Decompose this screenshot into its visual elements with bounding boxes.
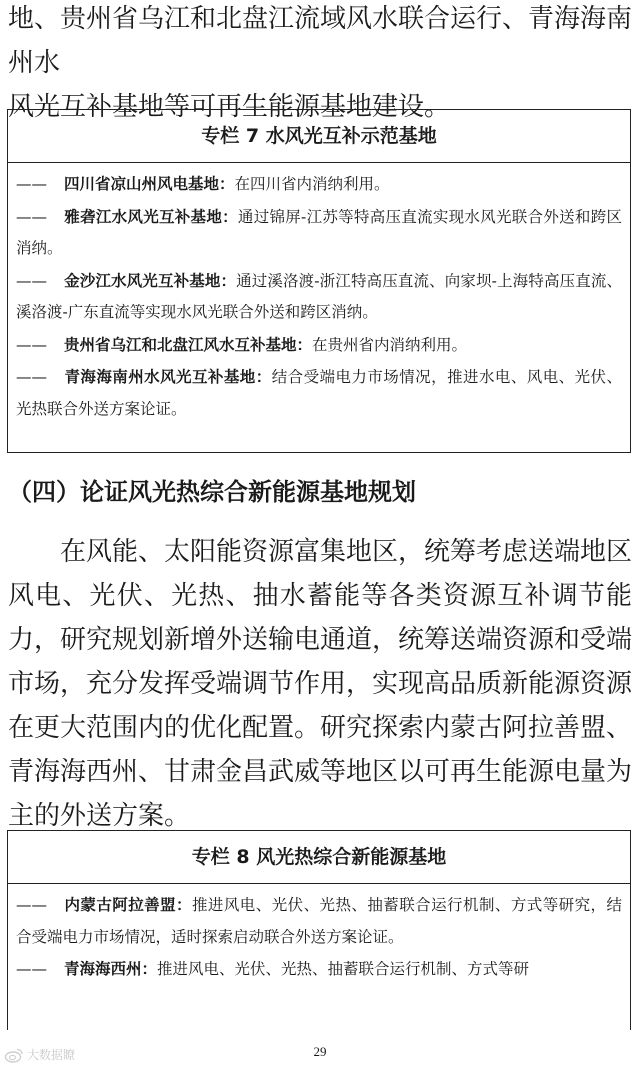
list-item [16,329,622,362]
box-7-title: 专栏 7 水风光互补示范基地 [8,110,630,163]
item-head: 青海海南州水风光互补基地： [64,367,272,386]
section-heading: （四）论证风光热综合新能源基地规划 [8,478,416,506]
list-item [16,361,622,425]
item-head: 雅砻江水风光互补基地： [64,206,238,226]
item-text: 推进风电、光伏、光热、抽蓄联合运行机制、方式等研究，结合受端电力市场情况，适时探索启动联合外送方案论证。 [16,896,622,946]
list-item [16,168,622,201]
dash-lead: —— [16,175,47,193]
dash-lead: —— [16,896,47,914]
item-text: 通过锦屏-江苏等特高压直流实现水风光联合外送和跨区消纳。 [16,207,622,257]
list-item [16,889,622,953]
dash-lead: —— [16,368,47,386]
body-paragraph-text: 在风能、太阳能资源富集地区，统筹考虑送端地区风电、光伏、光热、抽水蓄能等各类资源互补调节能力，研究规划新增外送输电通道，统筹送端资源和受端市场，充分发挥受端调节作用，实现高品质新能源资源在更大范围内的优化配置。研究探索内蒙古阿拉善盟、青海海西州、甘肃金昌武威等地区以可再生能源电量为主的外送方案。 [8,537,633,831]
item-head: 贵州省乌江和北盘江风水互补基地： [64,334,313,354]
item-head: 金沙江水风光互补基地： [64,270,237,290]
dash-lead: —— [16,960,47,978]
intro-line: 地、贵州省乌江和北盘江流域风水联合运行、青海海南州水 [8,4,633,78]
item-text: 通过溪洛渡-浙江特高压直流、向家坝-上海特高压直流、溪洛渡-广东直流等实现水风光联合外送和跨区消纳。 [16,271,622,321]
box-8-body [8,884,630,992]
box-8-title: 专栏 8 风光热综合新能源基地 [8,831,630,884]
item-text: 在四川省内消纳利用。 [234,175,390,193]
list-item [16,201,622,265]
box-7-body [8,163,630,431]
item-head: 青海海西州： [64,959,158,978]
list-item [16,953,622,986]
dash-lead: —— [16,271,47,290]
sidebar-box-8 [7,830,631,1030]
item-head: 四川省凉山州风电基地： [64,174,235,193]
watermark-text: 大数据瞭 [27,1048,76,1062]
dash-lead: —— [16,335,47,354]
item-text: 结合受端电力市场情况，推进水电、风电、光伏、光热联合外送方案论证。 [16,368,622,418]
item-text: 推进风电、光伏、光热、抽蓄联合运行机制、方式等研 [157,960,530,978]
sidebar-box-7 [7,109,631,453]
body-paragraph [8,530,632,838]
item-head: 内蒙古阿拉善盟： [64,895,192,914]
page-number: 29 [313,1044,327,1059]
intro-line: 风光互补基地等可再生能源基地建设。 [8,92,451,122]
dash-lead: —— [16,207,47,226]
list-item [16,265,622,329]
item-text: 在贵州省内消纳利用。 [312,335,468,354]
